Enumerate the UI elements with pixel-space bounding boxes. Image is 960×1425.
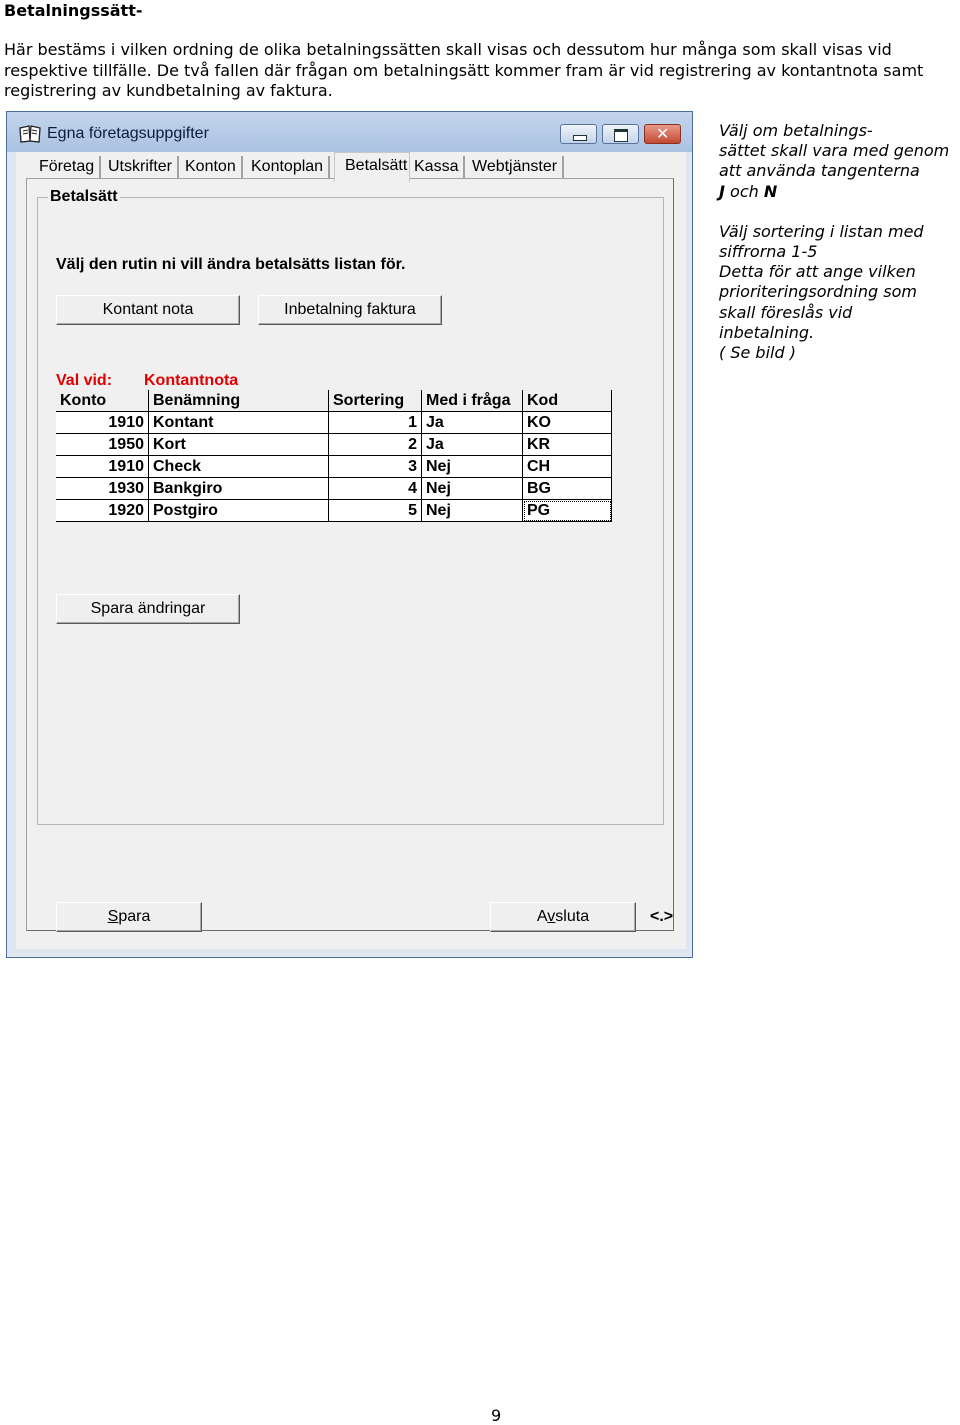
cell-benamning[interactable]: Bankgiro — [149, 478, 329, 500]
table-row[interactable] — [56, 500, 612, 522]
cell-konto[interactable]: 1920 — [56, 500, 149, 522]
cell-konto[interactable]: 1950 — [56, 434, 149, 456]
cell-kod[interactable]: KR — [523, 434, 612, 456]
avsluta-button[interactable] — [490, 902, 636, 932]
group-label: Betalsätt — [50, 188, 118, 205]
spara-button[interactable] — [56, 902, 202, 932]
tab-kontoplan[interactable]: Kontoplan — [246, 156, 330, 178]
close-button[interactable] — [644, 124, 681, 144]
close-icon: ✕ — [656, 124, 670, 143]
note-line: Välj sortering i listan med — [719, 221, 924, 241]
tab-kassa[interactable]: Kassa — [409, 156, 465, 178]
cell-kod[interactable]: BG — [523, 478, 612, 500]
key-j: J — [719, 181, 725, 201]
note-line: Detta för att ange vilken — [719, 262, 916, 282]
tab-konton[interactable]: Konton — [180, 156, 243, 178]
cell-benamning[interactable]: Postgiro — [149, 500, 329, 522]
val-vid-value: Kontantnota — [144, 372, 239, 389]
cell-med-i-fraga[interactable]: Nej — [422, 478, 523, 500]
cell-sortering[interactable]: 3 — [329, 456, 422, 478]
cell-konto[interactable]: 1930 — [56, 478, 149, 500]
cell-sortering[interactable]: 5 — [329, 500, 422, 522]
cell-konto[interactable]: 1910 — [56, 456, 149, 478]
maximize-icon — [614, 129, 628, 142]
cell-med-i-fraga[interactable]: Ja — [422, 434, 523, 456]
cell-kod[interactable]: KO — [523, 412, 612, 434]
cell-kod[interactable]: CH — [523, 456, 612, 478]
avsluta-label-rest: sluta — [555, 908, 590, 925]
cell-benamning[interactable]: Kort — [149, 434, 329, 456]
intro-paragraph: Här bestäms i vilken ordning de olika betalningssätten skall visas och dessutom hur många som skall visas vid respektive tillfälle. De två fallen där frågan om betalningsätt kommer fram är vid registrering av kontantnota samt registrering av kundbetalning av faktura. — [4, 40, 924, 100]
maximize-button[interactable] — [602, 124, 639, 144]
window-client-area — [16, 152, 686, 949]
panel-separator — [26, 942, 674, 944]
column-header-sortering[interactable]: Sortering — [329, 390, 422, 412]
table-row[interactable] — [56, 434, 612, 456]
cell-kod-focused[interactable]: PG — [523, 500, 612, 522]
spara-andringar-button[interactable]: Spara ändringar — [56, 594, 240, 624]
avsluta-mnemonic: v — [547, 908, 556, 925]
cell-med-i-fraga[interactable]: Nej — [422, 456, 523, 478]
payment-method-grid[interactable] — [56, 390, 612, 522]
grid-header-row — [56, 390, 612, 412]
title-bar — [7, 112, 692, 152]
tab-betalsatt[interactable]: Betalsätt — [334, 152, 410, 182]
spara-mnemonic: S — [107, 908, 119, 925]
book-icon — [19, 125, 41, 147]
tab-webtjanster[interactable]: Webtjänster — [467, 156, 564, 178]
minimize-button[interactable] — [560, 124, 597, 144]
cell-sortering[interactable]: 4 — [329, 478, 422, 500]
note-line: ( Se bild ) — [719, 343, 796, 363]
note-line: inbetalning. — [719, 322, 815, 342]
table-row[interactable] — [56, 456, 612, 478]
cell-benamning[interactable]: Kontant — [149, 412, 329, 434]
val-vid-line — [56, 372, 238, 390]
routine-prompt: Välj den rutin ni vill ändra betalsätts listan för. — [56, 256, 406, 273]
note-keys — [719, 182, 959, 202]
cell-konto[interactable]: 1910 — [56, 412, 149, 434]
app-window — [6, 111, 693, 958]
minimize-icon — [573, 135, 587, 141]
column-header-med-i-fraga[interactable]: Med i fråga — [422, 390, 523, 412]
note-och: och — [724, 181, 764, 201]
table-row[interactable] — [56, 412, 612, 434]
tab-utskrifter[interactable]: Utskrifter — [103, 156, 179, 178]
cell-sortering[interactable]: 2 — [329, 434, 422, 456]
cell-sortering[interactable]: 1 — [329, 412, 422, 434]
side-notes — [719, 121, 959, 363]
spara-label-rest: para — [118, 908, 151, 925]
cell-med-i-fraga[interactable]: Nej — [422, 500, 523, 522]
key-n: N — [763, 181, 778, 201]
note-line: att använda tangenterna — [719, 161, 920, 181]
cell-med-i-fraga[interactable]: Ja — [422, 412, 523, 434]
table-row[interactable] — [56, 478, 612, 500]
page-number: 9 — [491, 1406, 502, 1425]
note-line: Välj om betalnings- — [719, 121, 873, 140]
note-line: prioriteringsordning som — [719, 282, 917, 302]
doc-heading: Betalningssätt- — [4, 1, 143, 20]
window-title: Egna företagsuppgifter — [47, 125, 209, 142]
column-header-kod[interactable]: Kod — [523, 390, 612, 412]
val-vid-label: Val vid: — [56, 372, 113, 389]
cell-benamning[interactable]: Check — [149, 456, 329, 478]
note-line: siffrorna 1-5 — [719, 242, 818, 262]
column-header-konto[interactable]: Konto — [56, 390, 149, 412]
column-header-benamning[interactable]: Benämning — [149, 390, 329, 412]
nav-indicator[interactable]: <.> — [650, 908, 674, 925]
avsluta-a: A — [536, 908, 548, 925]
note-line: sättet skall vara med genom — [719, 141, 950, 161]
kontant-nota-button[interactable]: Kontant nota — [56, 295, 240, 325]
note-line: skall föreslås vid — [719, 302, 853, 322]
inbetalning-faktura-button[interactable]: Inbetalning faktura — [258, 295, 442, 325]
tab-foretag[interactable]: Företag — [34, 156, 101, 178]
